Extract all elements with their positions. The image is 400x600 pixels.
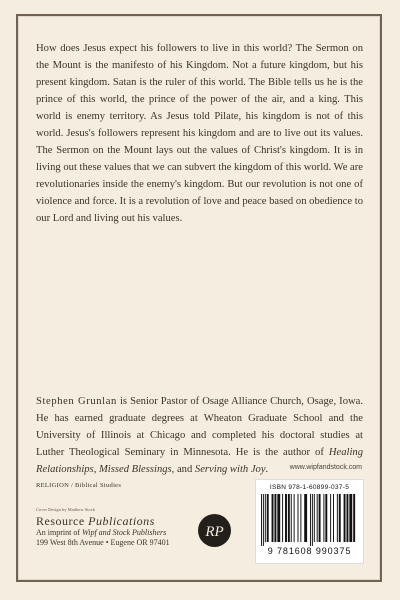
barcode-bar	[298, 494, 299, 542]
barcode-bar	[267, 494, 269, 542]
barcode-bar	[285, 494, 287, 542]
barcode-bar	[274, 494, 276, 542]
book-title-1: Healing Relationships	[36, 447, 363, 475]
barcode-bar	[261, 494, 262, 546]
publisher-website: www.wipfandstock.com	[289, 464, 362, 471]
barcode-bar	[312, 494, 313, 546]
barcode-bar	[263, 494, 264, 546]
publisher-name	[36, 514, 170, 528]
barcode-bar	[317, 494, 318, 542]
barcode-bar	[272, 494, 274, 542]
author-name: Stephen Grunlan	[36, 396, 117, 407]
author-bio-text: is Senior Pastor of Osage Alliance Church, Osage, Iowa. He has earned graduate degrees at Wheaton Graduate School and the University of Illinois at Chicago and completed his doctoral studies at Luther Theological Seminary in Minnesota. He is the author of	[36, 396, 363, 458]
barcode-bar	[294, 494, 295, 542]
publisher-block	[36, 514, 170, 548]
barcode-bar	[319, 494, 321, 542]
bio-separator-2: , and	[171, 464, 195, 475]
barcode-bar	[325, 494, 327, 542]
barcode-bar	[339, 494, 341, 542]
barcode-bar	[277, 494, 280, 542]
imprint-name: Wipf and Stock Publishers	[82, 528, 167, 537]
cover-blurb: How does Jesus expect his followers to live in this world? The Sermon on the Mount is the manifesto of his Kingdom. Not a future kingdom, but his present kingdom. Satan is the ruler of this world. The Bible tells us he is the prince of this world, the prince of the power of the air, and a king. This world is enemy territory. As Jesus told Pilate, his kingdom is not of this world. Jesus's followers represent his kingdom and are to live out its values. The Sermon on the Mount lays out the values of Christ's kingdom. It is in living out these values that we can subvert the kingdom of this world. We are revolutionaries inside the enemy's kingdom. But our revolution is not one of violence and force. It is a revolution of love and peace based on obedience to our Lord and living out his values.	[36, 43, 363, 224]
barcode-bar	[337, 494, 338, 542]
barcode-bar	[333, 494, 334, 542]
barcode-bar	[344, 494, 346, 542]
isbn-barcode	[255, 479, 364, 564]
barcode-bar	[300, 494, 301, 542]
bio-separator-1: ,	[93, 464, 99, 475]
barcode-digits: 9 781608 990375	[267, 546, 352, 556]
barcode-bar	[349, 494, 352, 542]
barcode-bars	[261, 494, 358, 546]
publisher-name-italic: Publications	[88, 514, 155, 528]
barcode-bar	[310, 494, 311, 546]
barcode-bar	[323, 494, 324, 542]
publisher-address: 199 West 8th Avenue • Eugene OR 97401	[36, 538, 170, 547]
barcode-bar	[314, 494, 315, 542]
publisher-imprint	[36, 528, 170, 538]
bisac-category: RELIGION / Biblical Studies	[36, 482, 122, 489]
barcode-bar	[282, 494, 283, 542]
barcode-bar	[291, 494, 292, 542]
imprint-prefix: An imprint of	[36, 528, 82, 537]
barcode-bar	[353, 494, 355, 542]
cover-design-credit: Cover Design by Matthew Stock	[36, 507, 95, 512]
barcode-bar	[265, 494, 266, 542]
publisher-logo-letters: RP	[205, 524, 224, 540]
bio-end: .	[265, 464, 269, 475]
isbn-label: ISBN 978-1-60899-037-5	[269, 484, 350, 491]
publisher-name-plain: Resource	[36, 514, 89, 528]
barcode-bar	[330, 494, 331, 542]
barcode-bar	[346, 494, 348, 542]
book-title-2: Missed Blessings	[98, 464, 172, 475]
publisher-logo	[198, 514, 231, 547]
barcode-bar	[304, 494, 307, 542]
barcode-bar	[288, 494, 290, 542]
publisher-logo-mark	[198, 514, 231, 547]
book-title-3: Serving with Joy	[194, 464, 266, 475]
